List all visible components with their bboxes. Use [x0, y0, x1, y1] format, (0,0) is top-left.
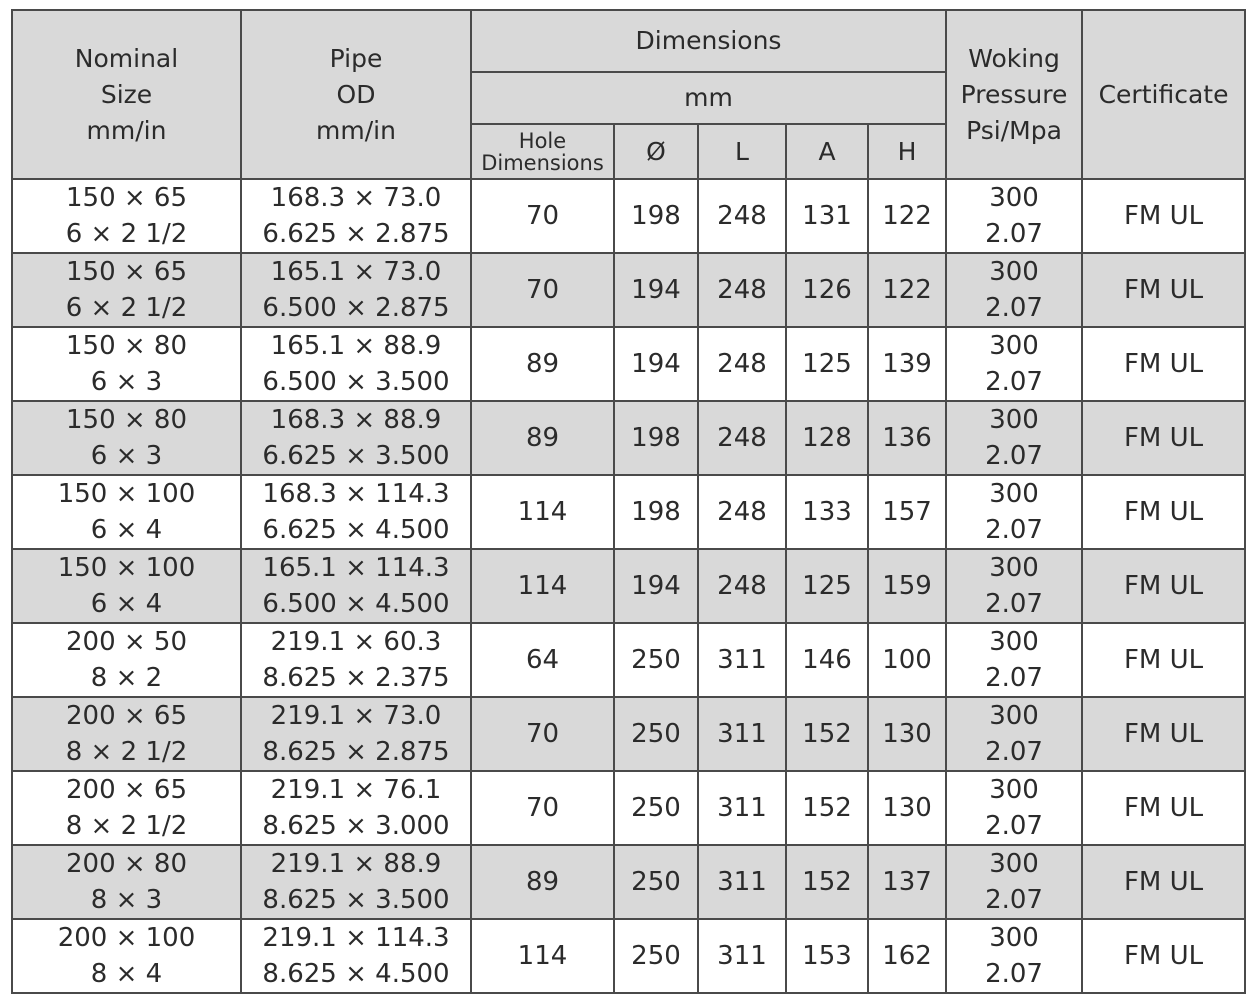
cell-pipe-od — [241, 475, 471, 549]
header-l: L — [698, 124, 786, 179]
cell-working-pressure — [946, 697, 1082, 771]
cell-a: 128 — [786, 401, 868, 475]
cell-h: 159 — [868, 549, 946, 623]
cell-working-pressure — [946, 401, 1082, 475]
header-text: Woking — [968, 43, 1060, 73]
cell-pipe-od-line: 8.625 × 2.375 — [262, 663, 450, 693]
header-dimensions: Dimensions — [471, 10, 946, 72]
cell-l: 248 — [698, 179, 786, 253]
cell-l: 311 — [698, 845, 786, 919]
cell-nominal-size-line: 150 × 100 — [57, 553, 196, 583]
cell-h: 130 — [868, 697, 946, 771]
cell-nominal-size — [12, 179, 241, 253]
table-row — [12, 771, 1245, 845]
cell-pipe-od-line: 6.500 × 3.500 — [262, 367, 450, 397]
cell-h: 139 — [868, 327, 946, 401]
cell-h: 137 — [868, 845, 946, 919]
header-text: mm/in — [86, 115, 167, 145]
cell-working-pressure-line: 2.07 — [985, 811, 1043, 841]
cell-pipe-od-line: 6.500 × 2.875 — [262, 293, 450, 323]
cell-diameter: 198 — [614, 475, 698, 549]
cell-nominal-size — [12, 771, 241, 845]
cell-pipe-od — [241, 771, 471, 845]
header-hole-dimensions — [471, 124, 614, 179]
header-h: H — [868, 124, 946, 179]
cell-nominal-size-line: 150 × 100 — [57, 479, 196, 509]
cell-l: 248 — [698, 327, 786, 401]
header-working-pressure — [946, 10, 1082, 179]
cell-working-pressure-line: 300 — [989, 553, 1039, 583]
cell-pipe-od-line: 8.625 × 4.500 — [262, 959, 450, 989]
cell-diameter: 198 — [614, 179, 698, 253]
cell-working-pressure-line: 2.07 — [985, 219, 1043, 249]
cell-working-pressure — [946, 623, 1082, 697]
cell-pipe-od-line: 6.625 × 3.500 — [262, 441, 450, 471]
cell-h: 100 — [868, 623, 946, 697]
cell-certificate: FM UL — [1082, 401, 1245, 475]
cell-nominal-size-line: 8 × 3 — [90, 885, 163, 915]
spec-table — [11, 9, 1246, 994]
cell-hole-dimensions: 114 — [471, 919, 614, 993]
cell-certificate: FM UL — [1082, 771, 1245, 845]
cell-certificate: FM UL — [1082, 179, 1245, 253]
header-certificate: Certificate — [1082, 10, 1245, 179]
cell-hole-dimensions: 114 — [471, 549, 614, 623]
cell-working-pressure — [946, 845, 1082, 919]
cell-working-pressure-line: 300 — [989, 849, 1039, 879]
cell-diameter: 194 — [614, 549, 698, 623]
cell-certificate: FM UL — [1082, 697, 1245, 771]
cell-working-pressure — [946, 327, 1082, 401]
cell-nominal-size — [12, 697, 241, 771]
cell-pipe-od — [241, 623, 471, 697]
cell-certificate: FM UL — [1082, 623, 1245, 697]
table-row — [12, 845, 1245, 919]
cell-pipe-od-line: 165.1 × 114.3 — [262, 553, 450, 583]
cell-nominal-size-line: 200 × 100 — [57, 923, 196, 953]
header-text: OD — [336, 79, 376, 109]
cell-working-pressure-line: 300 — [989, 405, 1039, 435]
cell-l: 248 — [698, 475, 786, 549]
table-row — [12, 919, 1245, 993]
table-row — [12, 253, 1245, 327]
table-row — [12, 179, 1245, 253]
table-row — [12, 475, 1245, 549]
cell-hole-dimensions: 70 — [471, 697, 614, 771]
cell-working-pressure-line: 2.07 — [985, 959, 1043, 989]
cell-nominal-size — [12, 845, 241, 919]
header-text: Pressure — [960, 79, 1068, 109]
cell-diameter: 194 — [614, 253, 698, 327]
cell-nominal-size-line: 6 × 3 — [90, 441, 163, 471]
cell-nominal-size — [12, 623, 241, 697]
cell-pipe-od-line: 219.1 × 73.0 — [270, 701, 442, 731]
cell-certificate: FM UL — [1082, 549, 1245, 623]
cell-hole-dimensions: 114 — [471, 475, 614, 549]
cell-working-pressure-line: 300 — [989, 775, 1039, 805]
cell-working-pressure-line: 2.07 — [985, 737, 1043, 767]
cell-pipe-od — [241, 401, 471, 475]
cell-pipe-od — [241, 327, 471, 401]
table-row — [12, 327, 1245, 401]
header-text: Psi/Mpa — [966, 115, 1062, 145]
header-pipe-od — [241, 10, 471, 179]
table-body — [12, 179, 1245, 993]
cell-nominal-size — [12, 253, 241, 327]
cell-working-pressure-line: 2.07 — [985, 515, 1043, 545]
header-diameter: Ø — [614, 124, 698, 179]
cell-a: 146 — [786, 623, 868, 697]
cell-working-pressure — [946, 919, 1082, 993]
cell-a: 131 — [786, 179, 868, 253]
cell-diameter: 250 — [614, 919, 698, 993]
cell-pipe-od-line: 6.625 × 4.500 — [262, 515, 450, 545]
cell-working-pressure-line: 2.07 — [985, 663, 1043, 693]
cell-working-pressure-line: 2.07 — [985, 885, 1043, 915]
cell-hole-dimensions: 89 — [471, 401, 614, 475]
header-text: Dimensions — [481, 150, 604, 175]
cell-pipe-od-line: 219.1 × 114.3 — [262, 923, 450, 953]
cell-nominal-size-line: 8 × 2 1/2 — [65, 811, 188, 841]
cell-l: 248 — [698, 253, 786, 327]
cell-pipe-od-line: 8.625 × 2.875 — [262, 737, 450, 767]
cell-certificate: FM UL — [1082, 475, 1245, 549]
cell-h: 136 — [868, 401, 946, 475]
cell-pipe-od-line: 8.625 × 3.500 — [262, 885, 450, 915]
cell-nominal-size-line: 6 × 3 — [90, 367, 163, 397]
cell-diameter: 250 — [614, 697, 698, 771]
cell-nominal-size — [12, 401, 241, 475]
cell-working-pressure — [946, 475, 1082, 549]
table-row — [12, 401, 1245, 475]
cell-h: 122 — [868, 179, 946, 253]
cell-diameter: 194 — [614, 327, 698, 401]
cell-nominal-size-line: 200 × 50 — [65, 627, 188, 657]
cell-working-pressure-line: 300 — [989, 923, 1039, 953]
cell-working-pressure-line: 300 — [989, 701, 1039, 731]
cell-nominal-size-line: 150 × 80 — [65, 331, 188, 361]
header-nominal-size — [12, 10, 241, 179]
cell-h: 122 — [868, 253, 946, 327]
cell-working-pressure-line: 2.07 — [985, 367, 1043, 397]
cell-hole-dimensions: 70 — [471, 771, 614, 845]
cell-nominal-size-line: 150 × 65 — [65, 257, 188, 287]
cell-working-pressure-line: 2.07 — [985, 441, 1043, 471]
cell-nominal-size-line: 6 × 2 1/2 — [65, 293, 188, 323]
cell-a: 126 — [786, 253, 868, 327]
cell-working-pressure-line: 2.07 — [985, 293, 1043, 323]
cell-nominal-size-line: 200 × 65 — [65, 775, 188, 805]
cell-working-pressure-line: 300 — [989, 331, 1039, 361]
cell-pipe-od — [241, 919, 471, 993]
cell-nominal-size-line: 6 × 4 — [90, 515, 163, 545]
cell-l: 311 — [698, 623, 786, 697]
cell-hole-dimensions: 70 — [471, 253, 614, 327]
cell-working-pressure-line: 300 — [989, 257, 1039, 287]
cell-a: 153 — [786, 919, 868, 993]
cell-nominal-size-line: 8 × 2 — [90, 663, 163, 693]
cell-l: 311 — [698, 771, 786, 845]
cell-certificate: FM UL — [1082, 919, 1245, 993]
cell-pipe-od — [241, 845, 471, 919]
cell-working-pressure — [946, 253, 1082, 327]
cell-nominal-size — [12, 919, 241, 993]
cell-pipe-od-line: 6.625 × 2.875 — [262, 219, 450, 249]
cell-nominal-size-line: 200 × 65 — [65, 701, 188, 731]
header-a: A — [786, 124, 868, 179]
cell-hole-dimensions: 64 — [471, 623, 614, 697]
cell-pipe-od-line: 219.1 × 60.3 — [270, 627, 442, 657]
cell-hole-dimensions: 89 — [471, 845, 614, 919]
cell-a: 133 — [786, 475, 868, 549]
cell-pipe-od-line: 168.3 × 73.0 — [270, 183, 442, 213]
header-text: Pipe — [329, 43, 383, 73]
cell-h: 130 — [868, 771, 946, 845]
cell-pipe-od — [241, 697, 471, 771]
cell-working-pressure — [946, 771, 1082, 845]
cell-working-pressure-line: 300 — [989, 479, 1039, 509]
cell-certificate: FM UL — [1082, 845, 1245, 919]
cell-diameter: 250 — [614, 771, 698, 845]
cell-l: 248 — [698, 549, 786, 623]
cell-pipe-od — [241, 253, 471, 327]
cell-certificate: FM UL — [1082, 253, 1245, 327]
cell-pipe-od-line: 168.3 × 88.9 — [270, 405, 442, 435]
cell-a: 152 — [786, 697, 868, 771]
cell-a: 125 — [786, 549, 868, 623]
header-text: mm/in — [316, 115, 396, 145]
header-text: Nominal — [74, 43, 179, 73]
cell-l: 311 — [698, 697, 786, 771]
cell-nominal-size-line: 6 × 4 — [90, 589, 163, 619]
header-text: Hole — [518, 128, 567, 153]
cell-pipe-od-line: 8.625 × 3.000 — [262, 811, 450, 841]
table-row — [12, 623, 1245, 697]
cell-pipe-od-line: 6.500 × 4.500 — [262, 589, 450, 619]
cell-a: 152 — [786, 845, 868, 919]
cell-h: 157 — [868, 475, 946, 549]
cell-pipe-od — [241, 549, 471, 623]
cell-l: 248 — [698, 401, 786, 475]
cell-pipe-od-line: 219.1 × 76.1 — [270, 775, 442, 805]
cell-nominal-size-line: 200 × 80 — [65, 849, 188, 879]
cell-working-pressure-line: 300 — [989, 627, 1039, 657]
cell-hole-dimensions: 89 — [471, 327, 614, 401]
cell-working-pressure-line: 300 — [989, 183, 1039, 213]
cell-working-pressure — [946, 179, 1082, 253]
cell-diameter: 198 — [614, 401, 698, 475]
cell-pipe-od-line: 165.1 × 88.9 — [270, 331, 442, 361]
header-text: Size — [100, 79, 153, 109]
cell-h: 162 — [868, 919, 946, 993]
cell-working-pressure-line: 2.07 — [985, 589, 1043, 619]
cell-nominal-size — [12, 549, 241, 623]
cell-pipe-od-line: 219.1 × 88.9 — [270, 849, 442, 879]
cell-diameter: 250 — [614, 845, 698, 919]
cell-a: 125 — [786, 327, 868, 401]
cell-nominal-size-line: 6 × 2 1/2 — [65, 219, 188, 249]
cell-diameter: 250 — [614, 623, 698, 697]
cell-nominal-size — [12, 327, 241, 401]
cell-certificate: FM UL — [1082, 327, 1245, 401]
header-unit: mm — [471, 72, 946, 124]
cell-a: 152 — [786, 771, 868, 845]
cell-working-pressure — [946, 549, 1082, 623]
cell-nominal-size-line: 150 × 65 — [65, 183, 188, 213]
cell-nominal-size — [12, 475, 241, 549]
table-header — [12, 10, 1245, 179]
table-row — [12, 549, 1245, 623]
cell-pipe-od-line: 168.3 × 114.3 — [262, 479, 450, 509]
cell-l: 311 — [698, 919, 786, 993]
cell-nominal-size-line: 8 × 4 — [90, 959, 163, 989]
cell-nominal-size-line: 8 × 2 1/2 — [65, 737, 188, 767]
cell-pipe-od-line: 165.1 × 73.0 — [270, 257, 442, 287]
cell-pipe-od — [241, 179, 471, 253]
cell-nominal-size-line: 150 × 80 — [65, 405, 188, 435]
cell-hole-dimensions: 70 — [471, 179, 614, 253]
table-row — [12, 697, 1245, 771]
